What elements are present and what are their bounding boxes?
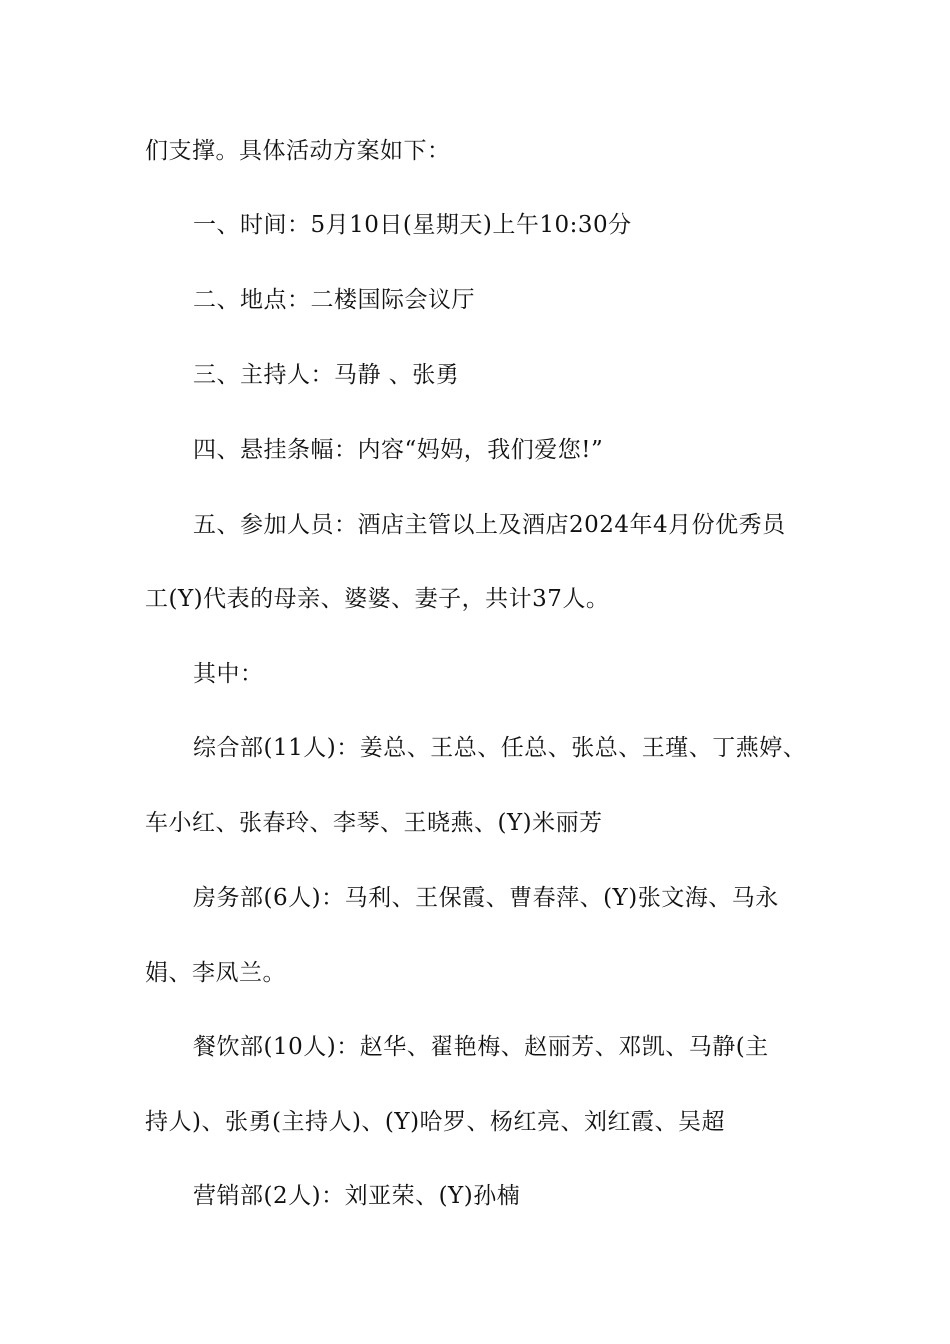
text-line: 们支撑。具体活动方案如下： — [145, 138, 451, 164]
text-line-catering-dept-cont: 持人)、张勇(主持人)、(Y)哈罗、杨红亮、刘红霞、吴超 — [145, 1109, 726, 1135]
text-line-time: 一、时间：5月10日(星期天)上午10:30分 — [193, 212, 632, 238]
text-line-among: 其中： — [193, 661, 264, 687]
text-line-location: 二、地点：二楼国际会议厅 — [193, 287, 475, 313]
text-line-participants-cont: 工(Y)代表的母亲、婆婆、妻子，共计37人。 — [145, 586, 610, 612]
text-line-housekeeping-dept: 房务部(6人)：马利、王保霞、曹春萍、(Y)张文海、马永 — [193, 885, 779, 911]
text-line-general-dept: 综合部(11人)：姜总、王总、任总、张总、王瑾、丁燕婷、 — [193, 735, 807, 761]
text-line-housekeeping-dept-cont: 娟、李凤兰。 — [145, 960, 286, 986]
text-line-general-dept-cont: 车小红、张春玲、李琴、王晓燕、(Y)米丽芳 — [145, 810, 603, 836]
text-line-host: 三、主持人：马静 、张勇 — [193, 362, 460, 388]
text-line-catering-dept: 餐饮部(10人)：赵华、翟艳梅、赵丽芳、邓凯、马静(主 — [193, 1034, 769, 1060]
text-line-marketing-dept: 营销部(2人)：刘亚荣、(Y)孙楠 — [193, 1183, 521, 1209]
text-line-participants: 五、参加人员：酒店主管以上及酒店2024年4月份优秀员 — [193, 512, 786, 538]
text-line-banner: 四、悬挂条幅：内容“妈妈，我们爱您!” — [193, 437, 604, 463]
